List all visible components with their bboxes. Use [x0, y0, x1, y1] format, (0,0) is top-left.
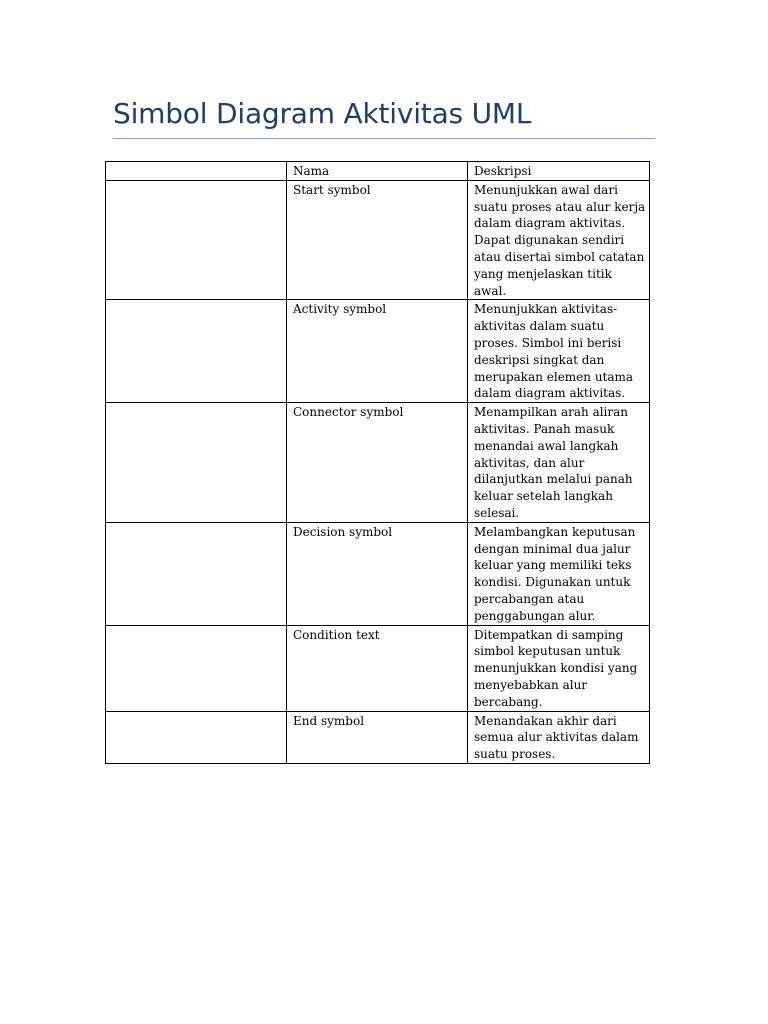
- table-row: [106, 625, 650, 711]
- table-row: [106, 180, 650, 300]
- description-cell: Melambangkan keputusan dengan minimal dua jalur keluar yang memiliki teks kondisi. Digunakan untuk percabangan atau penggabungan alur.: [468, 522, 650, 625]
- name-cell: Start symbol: [287, 180, 468, 300]
- symbol-table: [105, 161, 650, 764]
- table-row: [106, 522, 650, 625]
- title-underline: [113, 138, 655, 139]
- header-symbol-cell: [106, 162, 287, 181]
- table-row: [106, 403, 650, 523]
- symbol-cell: [106, 300, 287, 403]
- name-cell: Activity symbol: [287, 300, 468, 403]
- header-description-cell: Deskripsi: [468, 162, 650, 181]
- symbol-cell: [106, 625, 287, 711]
- symbol-cell: [106, 711, 287, 763]
- header-name-cell: Nama: [287, 162, 468, 181]
- table-header-row: [106, 162, 650, 181]
- name-cell: Decision symbol: [287, 522, 468, 625]
- description-cell: Menandakan akhir dari semua alur aktivitas dalam suatu proses.: [468, 711, 650, 763]
- description-cell: Menunjukkan aktivitas-aktivitas dalam suatu proses. Simbol ini berisi deskripsi singkat dan merupakan elemen utama dalam diagram aktivitas.: [468, 300, 650, 403]
- document-title: Simbol Diagram Aktivitas UML: [113, 97, 532, 130]
- name-cell: Condition text: [287, 625, 468, 711]
- symbol-cell: [106, 403, 287, 523]
- description-cell: Menampilkan arah aliran aktivitas. Panah masuk menandai awal langkah aktivitas, dan alur dilanjutkan melalui panah keluar setelah langkah selesai.: [468, 403, 650, 523]
- name-cell: Connector symbol: [287, 403, 468, 523]
- symbol-cell: [106, 180, 287, 300]
- symbol-cell: [106, 522, 287, 625]
- table-row: [106, 711, 650, 763]
- name-cell: End symbol: [287, 711, 468, 763]
- description-cell: Ditempatkan di samping simbol keputusan untuk menunjukkan kondisi yang menyebabkan alur bercabang.: [468, 625, 650, 711]
- description-cell: Menunjukkan awal dari suatu proses atau alur kerja dalam diagram aktivitas. Dapat digunakan sendiri atau disertai simbol catatan yang menjelaskan titik awal.: [468, 180, 650, 300]
- table-row: [106, 300, 650, 403]
